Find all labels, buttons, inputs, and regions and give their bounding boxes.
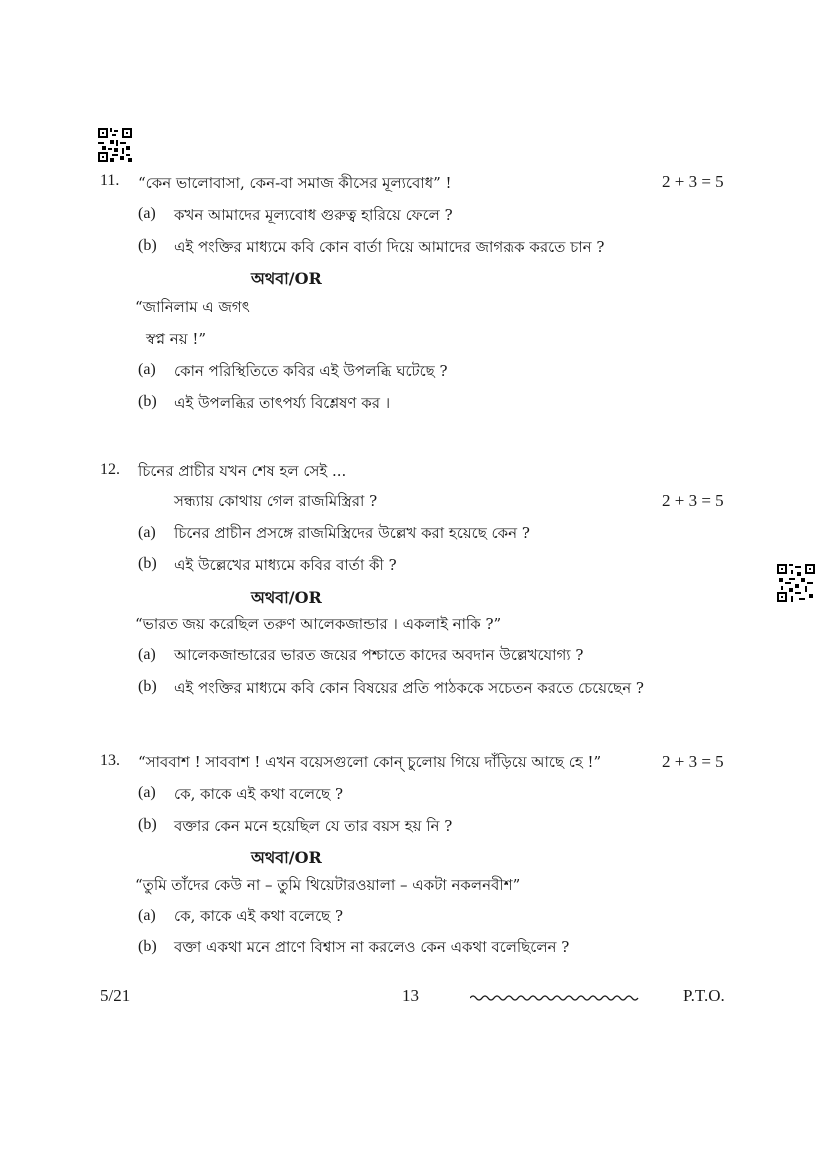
- pto-label: P.T.O.: [683, 986, 725, 1005]
- question-number: 11.: [100, 172, 120, 189]
- part-label: (b): [138, 938, 157, 955]
- qr-code-side: [777, 564, 815, 602]
- part-label: (a): [138, 784, 156, 801]
- question-stem: “কেন ভালোবাসা, কেন-বা সমাজ কীসের মূল্যবোধ” !: [138, 174, 452, 192]
- part-label: (a): [138, 907, 156, 924]
- part-text: কে, কাকে এই কথা বলেছে ?: [174, 907, 344, 925]
- alt-stem: “জানিলাম এ জগৎ: [135, 298, 250, 316]
- part-label: (a): [138, 361, 156, 378]
- part-text: বক্তার কেন মনে হয়েছিল যে তার বয়স হয় নি ?: [174, 817, 453, 835]
- part-text: কোন পরিস্থিতিতে কবির এই উপলব্ধি ঘটেছে ?: [174, 362, 448, 380]
- alt-stem: “তুমি তাঁদের কেউ না – তুমি থিয়েটারওয়ালা – একটা নকলনবীশ”: [135, 876, 521, 894]
- part-label: (a): [138, 524, 156, 541]
- question-number: 12.: [100, 461, 120, 478]
- part-text: কখন আমাদের মূল্যবোধ গুরুত্ব হারিয়ে ফেলে ?: [174, 206, 453, 224]
- or-separator: অথবা/OR: [251, 588, 322, 607]
- qr-code-top: [98, 128, 132, 162]
- or-separator: অথবা/OR: [251, 269, 322, 288]
- part-text: বক্তা একথা মনে প্রাণে বিশ্বাস না করলেও কেন একথা বলেছিলেন ?: [174, 938, 570, 956]
- part-label: (b): [138, 678, 157, 695]
- part-label: (b): [138, 816, 157, 833]
- part-text: চিনের প্রাচীন প্রসঙ্গে রাজমিস্ত্রিদের উল্লেখ করা হয়েছে কেন ?: [174, 524, 530, 542]
- part-text: এই উপলব্ধির তাৎপর্য্য বিশ্লেষণ কর ।: [174, 394, 391, 412]
- part-label: (a): [138, 646, 156, 663]
- question-marks: 2 + 3 = 5: [662, 752, 724, 771]
- part-label: (a): [138, 205, 156, 222]
- question-stem: চিনের প্রাচীর যখন শেষ হল সেই ...: [138, 462, 347, 480]
- question-stem: “সাববাশ ! সাববাশ ! এখন বয়েসগুলো কোন্‌ চুলোয় গিয়ে দাঁড়িয়ে আছে হে !”: [138, 753, 602, 771]
- paper-code: 5/21: [100, 986, 131, 1005]
- alt-stem: “ভারত জয় করেছিল তরুণ আলেকজান্ডার । একলাই নাকি ?”: [135, 615, 502, 633]
- part-text: কে, কাকে এই কথা বলেছে ?: [174, 785, 344, 803]
- part-text: এই উল্লেখের মাধ্যমে কবির বার্তা কী ?: [174, 556, 397, 574]
- alt-stem: স্বপ্ন নয় !”: [146, 330, 207, 348]
- part-text: এই পংক্তির মাধ্যমে কবি কোন বার্তা দিয়ে আমাদের জাগরূক করতে চান ?: [174, 238, 605, 256]
- part-label: (b): [138, 393, 157, 410]
- part-text: এই পংক্তির মাধ্যমে কবি কোন বিষয়ের প্রতি পাঠককে সচেতন করতে চেয়েছেন ?: [174, 679, 644, 697]
- page-number: 13: [402, 986, 419, 1005]
- part-text: আলেকজান্ডারের ভারত জয়ের পশ্চাতে কাদের অবদান উল্লেখযোগ্য ?: [174, 646, 584, 664]
- question-marks: 2 + 3 = 5: [662, 491, 724, 510]
- question-number: 13.: [100, 752, 120, 769]
- wavy-line-divider: [470, 990, 640, 1004]
- part-label: (b): [138, 237, 157, 254]
- question-stem: সন্ধ্যায় কোথায় গেল রাজমিস্ত্রিরা ?: [174, 492, 378, 510]
- or-separator: অথবা/OR: [251, 848, 322, 867]
- part-label: (b): [138, 555, 157, 572]
- question-marks: 2 + 3 = 5: [662, 172, 724, 191]
